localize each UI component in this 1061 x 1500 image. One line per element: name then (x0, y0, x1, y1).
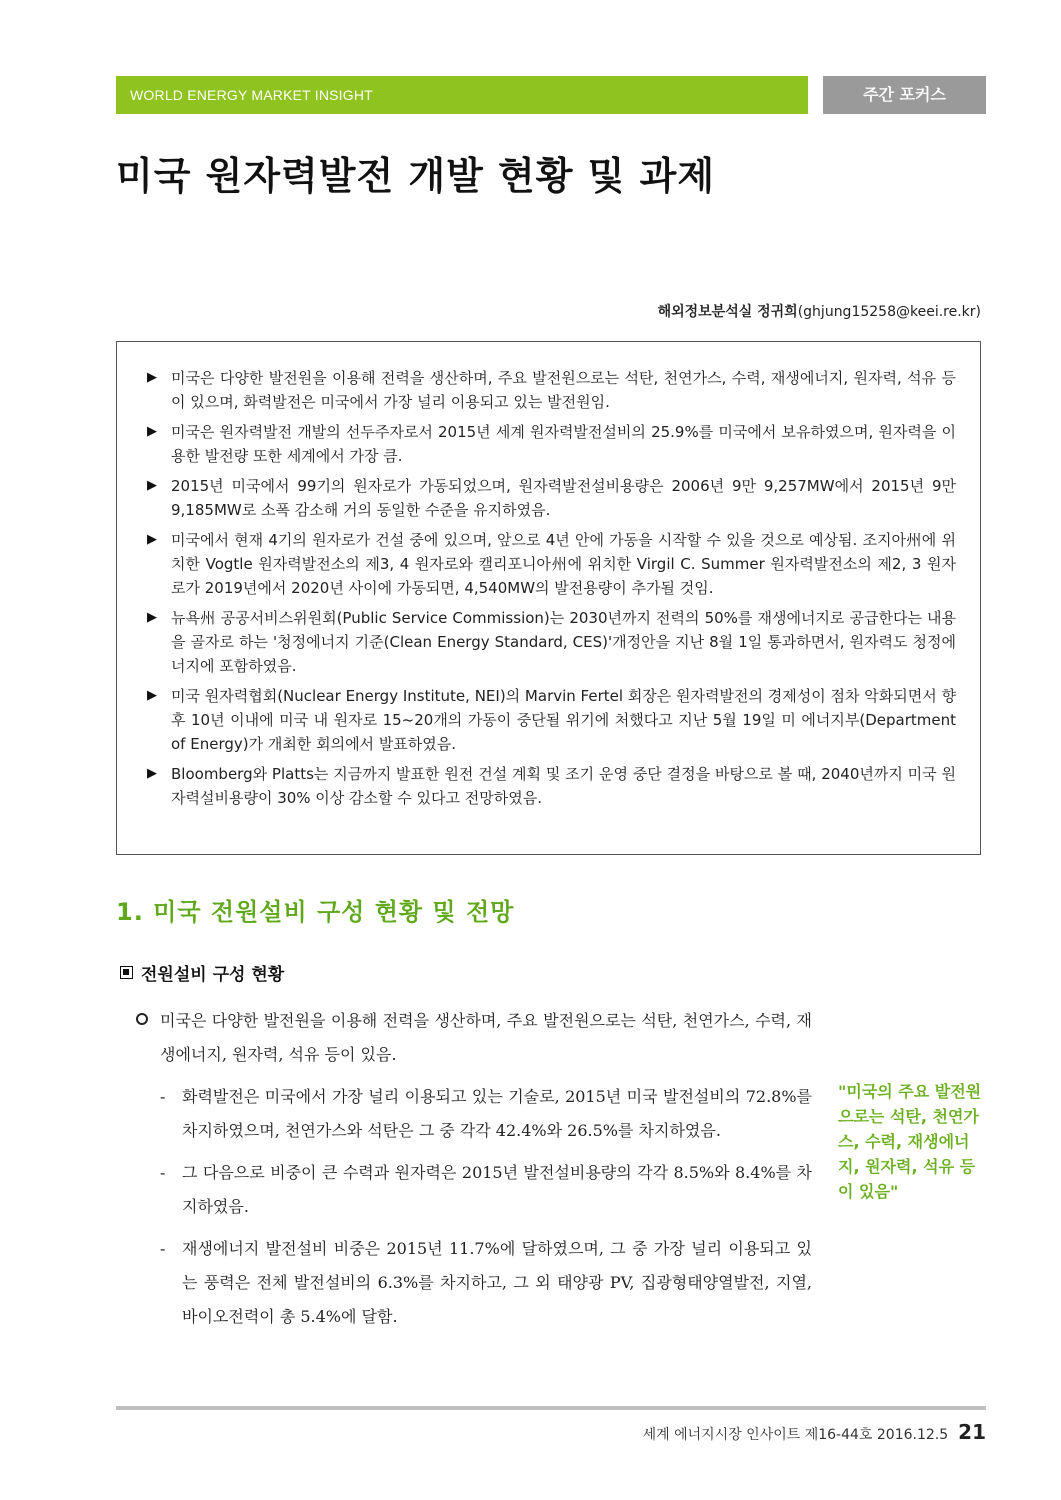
summary-item (147, 366, 956, 414)
summary-item (147, 684, 956, 756)
subsection-label: 전원설비 구성 현황 (141, 965, 285, 985)
footer-divider (116, 1406, 986, 1410)
dash-item (136, 1232, 812, 1334)
summary-item (147, 528, 956, 600)
dash-item-text: 재생에너지 발전설비 비중은 2015년 11.7%에 달하였으며, 그 중 가장 널리 이용되고 있는 풍력은 전체 발전설비의 6.3%를 차지하고, 그 외 태양광 PV, 집광형태양열발전, 지열, 바이오전력이 총 5.4%에 달함. (182, 1239, 812, 1326)
dash-item-text: 그 다음으로 비중이 큰 수력과 원자력은 2015년 발전설비용량의 각각 8.5%와 8.4%를 차지하였음. (182, 1163, 812, 1216)
dash-item (136, 1080, 812, 1148)
bullet-triangle-icon: ▶ (147, 424, 157, 439)
dash-item (136, 1156, 812, 1224)
header-section-label: 주간 포커스 (863, 85, 946, 104)
circle-icon (136, 1013, 148, 1025)
dash-item-text: 화력발전은 미국에서 가장 널리 이용되고 있는 기술로, 2015년 미국 발전설비의 72.8%를 차지하였으며, 천연가스와 석탄은 그 중 각각 42.4%와 26.5%를 차지하였음. (182, 1087, 812, 1140)
dash-marker: - (160, 1087, 166, 1106)
dash-marker: - (160, 1239, 166, 1258)
main-paragraph-text: 미국은 다양한 발전원을 이용해 전력을 생산하며, 주요 발전원으로는 석탄, 천연가스, 수력, 재생에너지, 원자력, 석유 등이 있음. (160, 1011, 812, 1064)
summary-text: 2015년 미국에서 99기의 원자로가 가동되었으며, 원자력발전설비용량은 2006년 9만 9,257MW에서 2015년 9만 9,185MW로 소폭 감소해 거의 동일한 수준을 유지하였음. (171, 477, 956, 519)
summary-item (147, 606, 956, 678)
square-icon (120, 966, 133, 979)
summary-box (116, 341, 981, 855)
subsection-title (120, 960, 284, 985)
author-email: (ghjung15258@keei.re.kr) (797, 304, 981, 320)
summary-text: 미국에서 현재 4기의 원자로가 건설 중에 있으며, 앞으로 4년 안에 가동을 시작할 수 있을 것으로 예상됨. 조지아州에 위치한 Vogtle 원자력발전소의 제3, 4 원자로와 캘리포니아州에 위치한 Virgil C. Summer 원자력발전소의 제2, 3 원자로가 2019년에서 2020년 사이에 가동되면, 4,540MW의 발전용량이 추가될 것임. (171, 531, 956, 597)
author-line (658, 301, 981, 321)
bullet-triangle-icon: ▶ (147, 610, 157, 625)
summary-text: 미국은 다양한 발전원을 이용해 전력을 생산하며, 주요 발전원으로는 석탄, 천연가스, 수력, 재생에너지, 원자력, 석유 등이 있으며, 화력발전은 미국에서 가장 널리 이용되고 있는 발전원임. (171, 369, 956, 411)
bullet-triangle-icon: ▶ (147, 370, 157, 385)
summary-text: 미국은 원자력발전 개발의 선두주자로서 2015년 세계 원자력발전설비의 25.9%를 미국에서 보유하였으며, 원자력을 이용한 발전량 또한 세계에서 가장 큼. (171, 423, 956, 465)
author-name: 해외정보분석실 정귀희 (657, 304, 798, 320)
page-number: 21 (958, 1420, 986, 1444)
pull-quote: "미국의 주요 발전원으로는 석탄, 천연가스, 수력, 재생에너지, 원자력, 석유 등이 있음" (838, 1082, 982, 1201)
header-series-bar (116, 76, 808, 114)
header-section-tag (823, 76, 986, 114)
footer (643, 1420, 986, 1444)
bullet-triangle-icon: ▶ (147, 766, 157, 781)
body-text (136, 1004, 812, 1342)
footer-publication: 세계 에너지시장 인사이트 제16-44호 2016.12.5 (642, 1427, 949, 1443)
dash-marker: - (160, 1163, 166, 1182)
bullet-triangle-icon: ▶ (147, 688, 157, 703)
header-series-label: WORLD ENERGY MARKET INSIGHT (130, 87, 373, 103)
summary-text: Bloomberg와 Platts는 지금까지 발표한 원전 건설 계획 및 조기 운영 중단 결정을 바탕으로 볼 때, 2040년까지 미국 원자력설비용량이 30% 이상 감소할 수 있다고 전망하였음. (171, 765, 956, 807)
summary-item (147, 762, 956, 810)
bullet-triangle-icon: ▶ (147, 532, 157, 547)
summary-item (147, 474, 956, 522)
summary-text: 미국 원자력협회(Nuclear Energy Institute, NEI)의 Marvin Fertel 회장은 원자력발전의 경제성이 점차 악화되면서 향후 10년 이내에 미국 내 원자로 15~20개의 가동이 중단될 위기에 처했다고 지난 5월 19일 미 에너지부(Department of Energy)가 개최한 회의에서 발표하였음. (171, 687, 956, 753)
page-title: 미국 원자력발전 개발 현황 및 과제 (116, 154, 716, 198)
bullet-triangle-icon: ▶ (147, 478, 157, 493)
main-paragraph (136, 1004, 812, 1072)
section-title: 1. 미국 전원설비 구성 현황 및 전망 (116, 898, 515, 926)
summary-list (147, 366, 956, 810)
summary-item (147, 420, 956, 468)
summary-text: 뉴욕州 공공서비스위원회(Public Service Commission)는 2030년까지 전력의 50%를 재생에너지로 공급한다는 내용을 골자로 하는 '청정에너지 기준(Clean Energy Standard, CES)'개정안을 지난 8월 1일 통과하면서, 원자력도 청정에너지에 포함하였음. (171, 609, 956, 675)
